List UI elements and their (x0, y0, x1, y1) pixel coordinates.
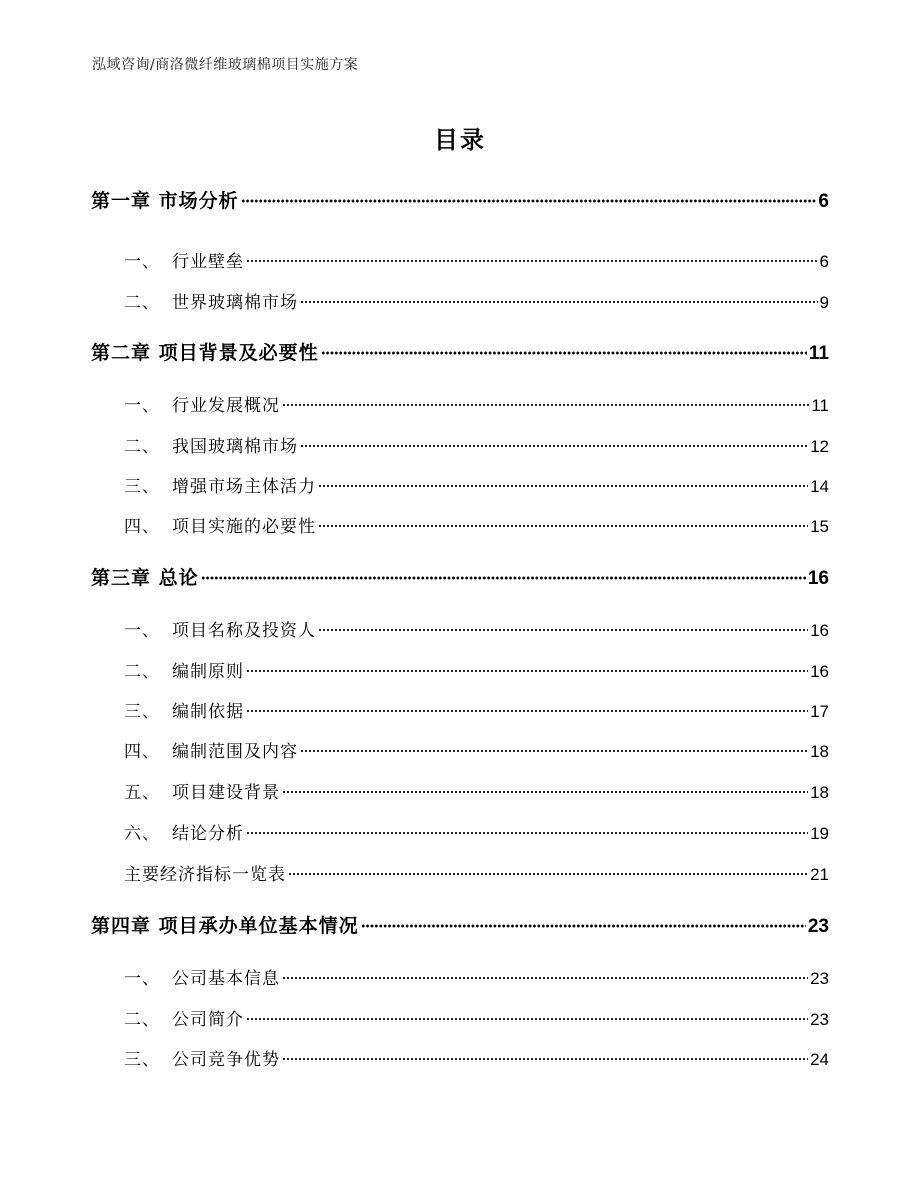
toc-entry-number: 一、 (124, 396, 160, 416)
toc-entry-label (91, 563, 199, 590)
toc-entry-label (91, 911, 359, 938)
dot-leader (318, 628, 808, 632)
toc-entry-text: 第二章 项目背景及必要性 (91, 342, 319, 364)
toc-entry-text: 公司竞争优势 (172, 1050, 280, 1070)
toc-section-entry[interactable] (124, 472, 829, 497)
toc-entry-label (124, 737, 298, 762)
toc-entry-label (124, 616, 316, 641)
toc-chapter-entry[interactable] (91, 338, 829, 365)
toc-entry-text: 项目建设背景 (172, 783, 280, 803)
toc-entry-label (124, 819, 244, 844)
toc-entry-label (124, 288, 298, 313)
toc-entry-text: 编制原则 (172, 662, 244, 682)
toc-entry-text: 项目名称及投资人 (172, 621, 316, 641)
toc-entry-text: 公司基本信息 (172, 969, 280, 989)
dot-leader (318, 484, 808, 488)
toc-entry-text: 世界玻璃棉市场 (172, 293, 298, 313)
dot-leader (246, 831, 808, 835)
toc-page-number: 14 (810, 477, 829, 496)
toc-section-entry[interactable] (124, 860, 829, 885)
toc-entry-text: 行业发展概况 (172, 396, 280, 416)
toc-entry-label (124, 697, 244, 722)
dot-leader (282, 403, 809, 407)
toc-page-number: 11 (808, 343, 829, 364)
toc-entry-text: 项目实施的必要性 (172, 517, 316, 537)
toc-section-entry[interactable] (124, 778, 829, 803)
toc-title: 目录 (434, 126, 486, 154)
toc-entry-text: 编制范围及内容 (172, 742, 298, 762)
toc-section-entry[interactable] (124, 657, 829, 682)
toc-section-entry[interactable] (124, 819, 829, 844)
toc-chapter-entry[interactable] (91, 186, 829, 213)
toc-entry-text: 第四章 项目承办单位基本情况 (91, 915, 359, 937)
toc-entry-label (124, 247, 244, 272)
toc-section-entry[interactable] (124, 288, 829, 313)
toc-page-number: 21 (810, 865, 829, 884)
toc-entry-label (124, 860, 286, 885)
dot-leader (300, 444, 808, 448)
dot-leader (361, 924, 806, 928)
toc-page-number: 23 (807, 916, 829, 937)
toc-page-number: 11 (811, 396, 829, 415)
toc-entry-label (91, 186, 239, 213)
dot-leader (300, 749, 808, 753)
toc-entry-text: 第三章 总论 (91, 567, 199, 589)
toc-entry-number: 三、 (124, 1050, 160, 1070)
toc-section-entry[interactable] (124, 616, 829, 641)
toc-page-number: 6 (819, 252, 829, 271)
toc-entry-number: 一、 (124, 969, 160, 989)
toc-page-number: 24 (810, 1050, 829, 1069)
toc-entry-label (124, 512, 316, 537)
toc-entry-label (124, 657, 244, 682)
toc-entry-text: 第一章 市场分析 (91, 190, 239, 212)
toc-entry-text: 增强市场主体活力 (172, 477, 316, 497)
toc-page-number: 17 (810, 702, 829, 721)
toc-entry-text: 结论分析 (172, 824, 244, 844)
toc-page-number: 16 (807, 568, 829, 589)
toc-page-number: 23 (810, 969, 829, 988)
toc-section-entry[interactable] (124, 737, 829, 762)
toc-entry-number: 六、 (124, 824, 160, 844)
toc-entry-label (91, 338, 319, 365)
toc-chapter-entry[interactable] (91, 563, 829, 590)
dot-leader (246, 669, 808, 673)
dot-leader (282, 1057, 808, 1061)
toc-page-number: 18 (810, 783, 829, 802)
dot-leader (321, 351, 807, 355)
toc-page-number: 9 (819, 293, 829, 312)
toc-entry-label (124, 1045, 280, 1070)
toc-section-entry[interactable] (124, 432, 829, 457)
toc-section-entry[interactable] (124, 964, 829, 989)
toc-entry-number: 四、 (124, 742, 160, 762)
dot-leader (246, 259, 818, 263)
toc-entry-text: 公司简介 (172, 1010, 244, 1030)
toc-entry-number: 二、 (124, 662, 160, 682)
toc-page-number: 23 (810, 1010, 829, 1029)
toc-section-entry[interactable] (124, 1045, 829, 1070)
toc-entry-number: 五、 (124, 783, 160, 803)
toc-section-entry[interactable] (124, 247, 829, 272)
toc-section-entry[interactable] (124, 391, 829, 416)
toc-entry-number: 二、 (124, 1010, 160, 1030)
toc-entry-label (124, 391, 280, 416)
toc-section-entry[interactable] (124, 512, 829, 537)
toc-entry-text: 编制依据 (172, 702, 244, 722)
toc-entry-label (124, 1005, 244, 1030)
toc-entry-label (124, 472, 316, 497)
dot-leader (318, 524, 808, 528)
toc-page-number: 19 (810, 824, 829, 843)
toc-page-number: 18 (810, 742, 829, 761)
toc-chapter-entry[interactable] (91, 911, 829, 938)
dot-leader (282, 976, 808, 980)
toc-section-entry[interactable] (124, 697, 829, 722)
toc-entry-label (124, 432, 298, 457)
dot-leader (282, 790, 808, 794)
toc-page-number: 16 (810, 662, 829, 681)
toc-entry-label (124, 778, 280, 803)
dot-leader (246, 709, 808, 713)
toc-entry-number: 二、 (124, 437, 160, 457)
toc-entry-text: 行业壁垒 (172, 252, 244, 272)
dot-leader (201, 576, 806, 580)
dot-leader (300, 300, 818, 304)
toc-entry-text: 我国玻璃棉市场 (172, 437, 298, 457)
dot-leader (288, 872, 808, 876)
toc-page-number: 6 (818, 191, 829, 212)
toc-section-entry[interactable] (124, 1005, 829, 1030)
running-header: 泓域咨询/商洛微纤维玻璃棉项目实施方案 (92, 57, 359, 73)
toc-entry-label (124, 964, 280, 989)
toc-entry-number: 一、 (124, 252, 160, 272)
toc-entry-number: 三、 (124, 702, 160, 722)
toc-entry-text: 主要经济指标一览表 (124, 865, 286, 885)
toc-page-number: 12 (810, 437, 829, 456)
toc-page-number: 16 (810, 621, 829, 640)
toc-entry-number: 二、 (124, 293, 160, 313)
toc-entry-number: 一、 (124, 621, 160, 641)
toc-page-number: 15 (810, 517, 829, 536)
dot-leader (246, 1017, 808, 1021)
toc-entry-number: 四、 (124, 517, 160, 537)
dot-leader (241, 199, 817, 203)
toc-entry-number: 三、 (124, 477, 160, 497)
